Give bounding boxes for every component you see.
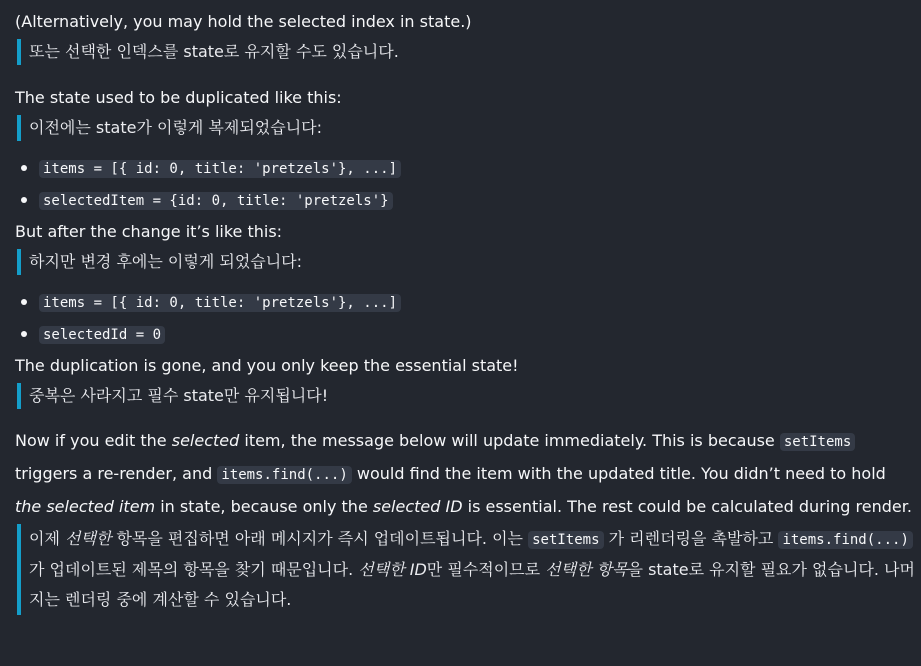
paragraph-edit-selected: Now if you edit the selected item, the message below will update immediately. This is because setItems triggers a re-render, and items.find(...) would find the item with the updated title. You didn’t need to hold the selected item in state, because only the selected ID is essential. The rest could be calculated during render. [15,431,912,516]
list-item [15,321,915,347]
bullet-icon [21,165,27,171]
code-setitems: setItems [780,433,855,451]
bullet-icon [21,197,27,203]
code-items-find: items.find(...) [217,466,351,484]
paragraph-duplication-gone: The duplication is gone, and you only keep the essential state! [15,356,519,375]
paragraph-after-change: But after the change it’s like this: [15,222,283,241]
translation-duplication-gone: 중복은 사라지고 필수 state만 유지됩니다! [17,383,915,409]
list-item [15,289,915,315]
list-after [15,289,915,347]
list-item [15,187,915,213]
paragraph-duplicated: The state used to be duplicated like this: [15,88,342,107]
article-body [15,9,915,615]
code-items: items = [{ id: 0, title: 'pretzels'}, ...] [39,160,401,178]
list-item [15,155,915,181]
translation-edit-selected: 이제 선택한 항목을 편집하면 아래 메시지가 즉시 업데이트됩니다. 이는 setItems 가 리렌더링을 촉발하고 items.find(...) 가 업데이트된 제목의 항목을 찾기 때문입니다. 선택한 ID만 필수적이므로 선택한 항목을 state로 유지할 필요가 없습니다. 나머지는 렌더링 중에 계산할 수 있습니다. [17,524,915,615]
translation-alt-index: 또는 선택한 인덱스를 state로 유지할 수도 있습니다. [17,39,915,65]
code-selected-item: selectedItem = {id: 0, title: 'pretzels'} [39,192,393,210]
code-items-find: items.find(...) [778,531,912,549]
code-selected-id: selectedId = 0 [39,326,165,344]
paragraph-alt-index: (Alternatively, you may hold the selected index in state.) [15,12,472,31]
bullet-icon [21,331,27,337]
list-before [15,155,915,213]
code-setitems: setItems [528,531,603,549]
translation-duplicated: 이전에는 state가 이렇게 복제되었습니다: [17,115,915,141]
translation-after-change: 하지만 변경 후에는 이렇게 되었습니다: [17,249,915,275]
code-items: items = [{ id: 0, title: 'pretzels'}, ...] [39,294,401,312]
bullet-icon [21,299,27,305]
